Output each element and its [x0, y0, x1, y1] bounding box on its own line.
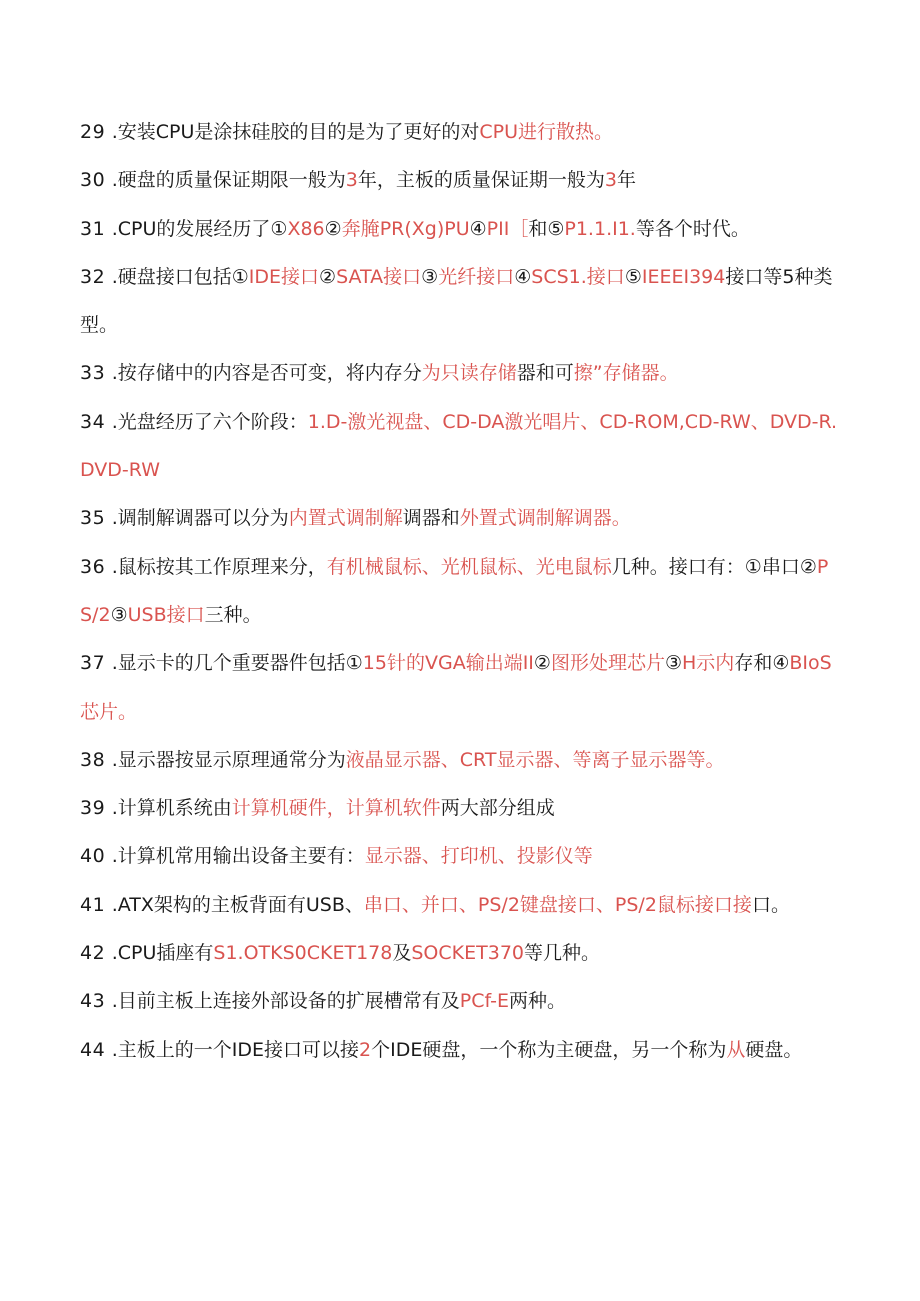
answer-text: SCS1.接口 — [531, 265, 625, 288]
question-number: 40 — [80, 845, 112, 868]
question-text: 年 — [616, 169, 636, 192]
question-text: 等几种。 — [524, 942, 601, 965]
question-text: .硬盘的质量保证期限一般为 — [111, 169, 346, 192]
question-number: 39 — [80, 797, 112, 820]
answer-text: 有机械鼠标、光机鼠标、光电鼠标 — [326, 555, 612, 578]
question-text: ③ — [664, 652, 683, 675]
answer-text: PII［ — [486, 217, 529, 240]
question-number: 44 — [80, 1038, 112, 1061]
answer-text: 从 — [726, 1038, 746, 1061]
question-text: ④ — [469, 217, 487, 240]
answer-text: P1.1.I1. — [564, 217, 636, 240]
question-number: 29 — [80, 121, 112, 143]
question-number: 36 — [80, 555, 112, 578]
answer-text: 15针的VGA输出端II — [362, 652, 534, 675]
answer-text: 光纤接口 — [438, 265, 515, 288]
question-item — [80, 832, 840, 880]
answer-text: PCf-E — [459, 990, 510, 1013]
answer-text: 2 — [359, 1038, 372, 1061]
question-item — [80, 881, 840, 929]
document-page — [80, 108, 840, 1074]
question-number: 30 — [80, 169, 112, 192]
question-text: 和⑤ — [528, 217, 565, 240]
question-text: 等各个时代。 — [635, 217, 750, 240]
question-number: 31 — [80, 217, 112, 240]
question-text: 存和④ — [734, 652, 790, 675]
question-item — [80, 108, 840, 156]
question-text: .按存储中的内容是否可变，将内存分 — [111, 362, 422, 385]
question-text: ③ — [110, 603, 128, 626]
answer-text: X86 — [287, 217, 325, 240]
question-text: ② — [319, 265, 337, 288]
answer-text: 图形处理芯片 — [550, 652, 665, 675]
question-number: 38 — [80, 748, 112, 771]
answer-text: 内置式调制解 — [288, 507, 403, 530]
question-item — [80, 736, 840, 784]
question-text: .CPU插座有 — [111, 942, 214, 965]
question-text: .调制解调器可以分为 — [111, 507, 289, 530]
question-text: 调器和 — [402, 507, 460, 530]
question-text: .计算机常用输出设备主要有： — [111, 845, 365, 868]
answer-text: SATA接口 — [336, 265, 422, 288]
question-number: 41 — [80, 893, 112, 916]
question-text: ② — [533, 652, 551, 675]
question-text: 两大部分组成 — [440, 797, 555, 820]
question-text: .硬盘接口包括① — [111, 265, 249, 288]
question-text: .主板上的一个IDE接口可以接 — [111, 1038, 359, 1061]
question-text: .显示卡的几个重要器件包括① — [111, 652, 363, 675]
question-number: 35 — [80, 507, 112, 530]
question-number: 34 — [80, 410, 112, 433]
answer-text: 奔腌PR(Xg)PU — [341, 217, 470, 240]
question-text: 硬盘。 — [745, 1038, 803, 1061]
answer-text: PS/2 — [80, 555, 829, 626]
answer-text: IEEEI394 — [641, 265, 726, 288]
question-text: .鼠标按其工作原理来分， — [111, 555, 327, 578]
answer-text: S1.OTKS0CKET178 — [213, 942, 393, 965]
question-number: 42 — [80, 942, 112, 965]
answer-text: BIoS芯片。 — [80, 652, 832, 723]
question-text: 接口等5种类型。 — [80, 265, 833, 337]
answer-text: 1.D-激光视盘、CD-DA激光唱片、CD-ROM,CD-RW、DVD-R.DVD-RW — [80, 410, 838, 482]
answer-text: 擦”存储器。 — [573, 362, 679, 385]
question-text: ⑤ — [624, 265, 642, 288]
question-item — [80, 349, 840, 397]
answer-text: 3 — [345, 169, 358, 192]
question-text: .目前主板上连接外部设备的扩展槽常有及 — [111, 990, 460, 1013]
answer-text: 3 — [604, 169, 617, 192]
question-text: .计算机系统由 — [111, 797, 232, 820]
question-text: .ATX架构的主板背面有USB、 — [111, 893, 364, 916]
answer-text: USB接口 — [127, 603, 205, 626]
question-item — [80, 494, 840, 542]
question-number: 33 — [80, 362, 112, 385]
answer-text: H示内 — [682, 652, 735, 675]
question-text: .CPU的发展经历了① — [111, 217, 288, 240]
answer-text: 计算机硬件，计算机软件 — [231, 797, 441, 820]
answer-text: 串口、并口、PS/2键盘接口、PS/2鼠标接口接 — [363, 893, 752, 916]
question-text: 及 — [392, 942, 412, 965]
question-text: 两种。 — [509, 990, 567, 1013]
question-item — [80, 543, 840, 640]
question-item — [80, 784, 840, 832]
answer-text: 为只读存储 — [421, 362, 517, 385]
answer-text: 显示器、打印机、投影仪等 — [364, 845, 593, 868]
question-text: .显示器按显示原理通常分为 — [111, 748, 346, 771]
question-text: ④ — [514, 265, 532, 288]
question-item — [80, 639, 840, 736]
answer-text: SOCKET370 — [411, 942, 524, 965]
question-text: ② — [324, 217, 342, 240]
question-text: 几种。接口有：①串口② — [611, 555, 817, 578]
question-item — [80, 977, 840, 1025]
question-text: 口。 — [751, 893, 790, 916]
question-text: ③ — [421, 265, 439, 288]
question-text: 个IDE硬盘，一个称为主硬盘，另一个称为 — [371, 1038, 727, 1061]
question-text: 年，主板的质量保证期一般为 — [357, 169, 605, 192]
question-text: .光盘经历了六个阶段： — [111, 410, 308, 433]
question-item — [80, 1026, 840, 1074]
question-text: 三种。 — [204, 603, 262, 626]
question-item — [80, 929, 840, 977]
answer-text: CPU进行散热。 — [479, 121, 614, 143]
answer-text: 液晶显示器、CRT显示器、等离子显示器等。 — [345, 748, 725, 771]
answer-text: 外置式调制解调器。 — [459, 507, 631, 530]
question-item — [80, 253, 840, 350]
question-item — [80, 398, 840, 495]
question-number: 43 — [80, 990, 112, 1013]
question-text: .安装CPU是涂抹硅胶的目的是为了更好的对 — [111, 121, 480, 143]
question-item — [80, 205, 840, 253]
question-number: 32 — [80, 265, 112, 288]
question-number: 37 — [80, 652, 112, 675]
question-item — [80, 156, 840, 204]
answer-text: IDE接口 — [248, 265, 320, 288]
question-text: 器和可 — [516, 362, 574, 385]
